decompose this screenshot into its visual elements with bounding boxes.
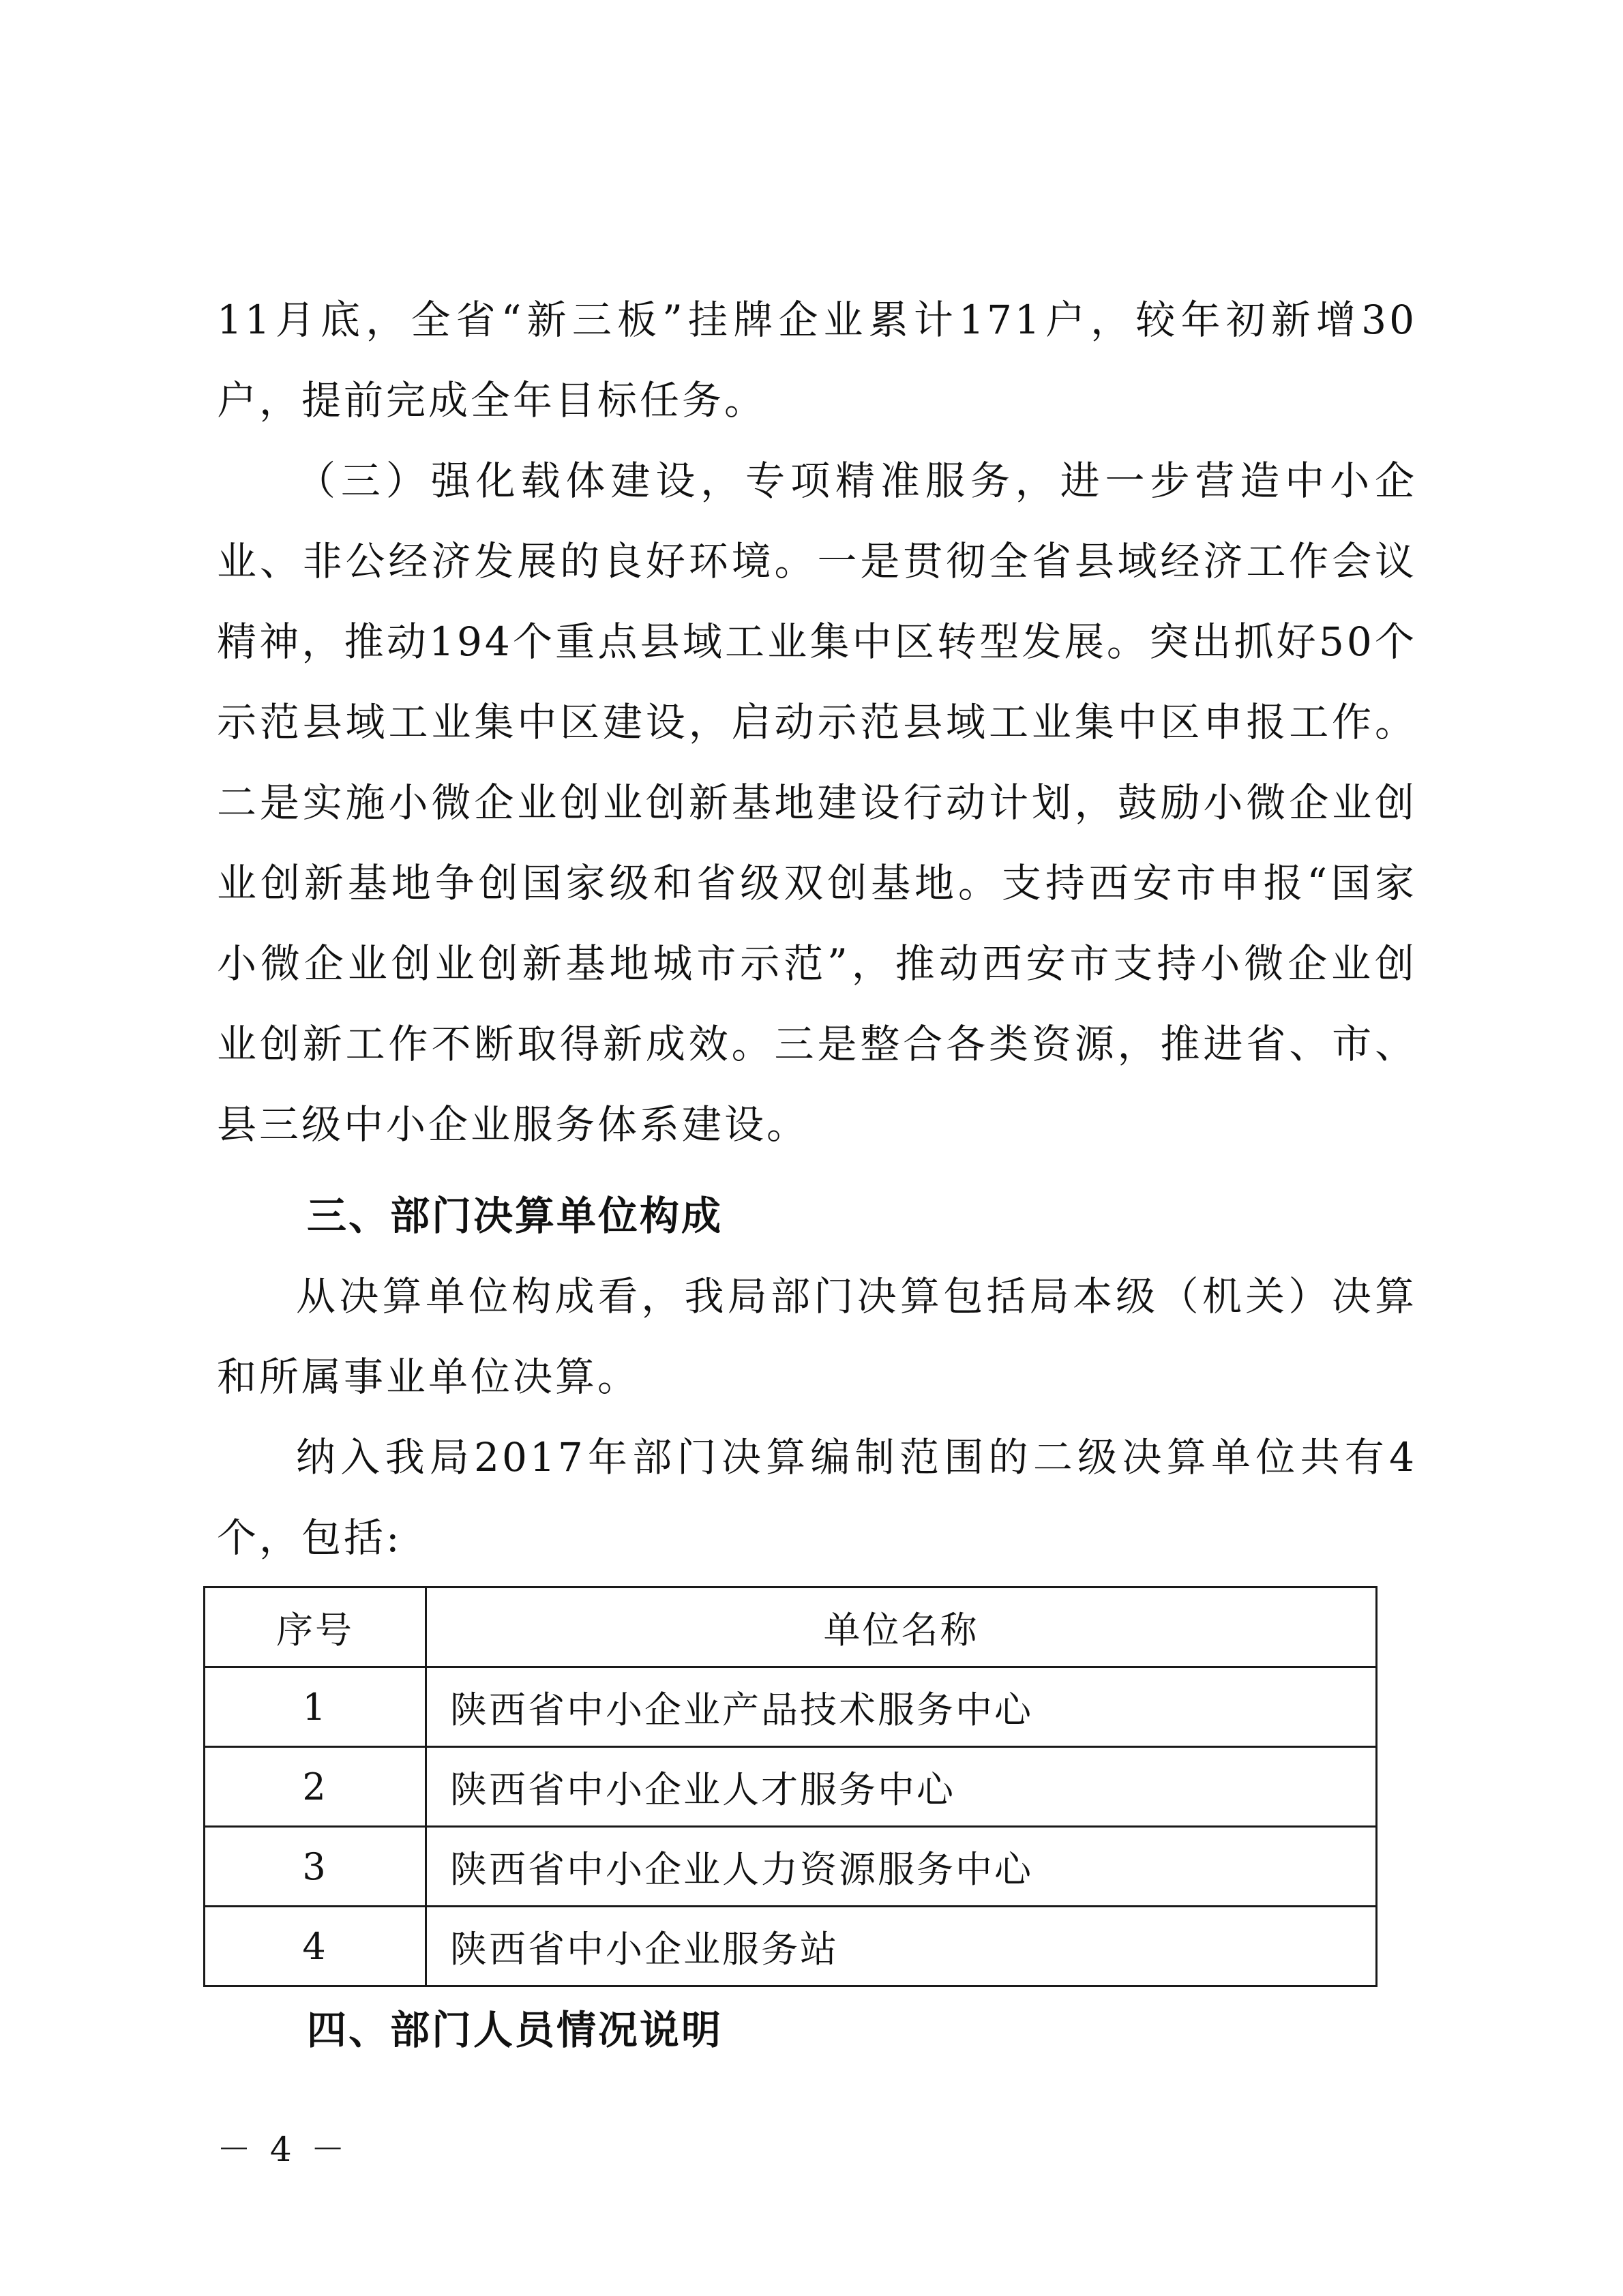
paragraph-text: 纳入我局2017年部门决算编制范围的二级决算单位共有4个，包括: (217, 1434, 1417, 1561)
table-row (205, 1907, 1377, 1986)
cell-unit-name: 陕西省中小企业服务站 (426, 1907, 1377, 1986)
paragraph-new-third-board (217, 280, 1417, 441)
paragraph-text: 从决算单位构成看，我局部门决算包括局本级（机关）决算和所属事业单位决算。 (217, 1273, 1417, 1400)
cell-unit-name: 陕西省中小企业产品技术服务中心 (426, 1667, 1377, 1747)
page-number: － 4 － (217, 2130, 349, 2169)
section-heading-personnel (217, 1990, 1417, 2070)
units-table (203, 1586, 1378, 1987)
cell-serial-number: 2 (205, 1747, 426, 1827)
paragraph-text: （三）强化载体建设，专项精准服务，进一步营造中小企业、非公经济发展的良好环境。一是贯彻全省县域经济工作会议精神，推动194个重点县域工业集中区转型发展。突出抓好50个示范县域工业集中区建设，启动示范县域工业集中区申报工作。二是实施小微企业创业创新基地建设行动计划，鼓励小微企业创业创新基地争创国家级和省级双创基地。支持西安市申报“国家小微企业创业创新基地城市示范”，推动西安市支持小微企业创业创新工作不断取得新成效。三是整合各类资源，推进省、市、县三级中小企业服务体系建设。 (217, 458, 1417, 1148)
section-heading-unit-composition (217, 1176, 1417, 1256)
table-row (205, 1827, 1377, 1907)
paragraph-carrier-construction (217, 441, 1417, 1165)
cell-serial-number: 4 (205, 1907, 426, 1986)
table-row (205, 1667, 1377, 1747)
table-row (205, 1747, 1377, 1827)
paragraph-secondary-units (217, 1417, 1417, 1578)
header-unit-name: 单位名称 (426, 1587, 1377, 1667)
header-serial-number: 序号 (205, 1587, 426, 1667)
cell-unit-name: 陕西省中小企业人力资源服务中心 (426, 1827, 1377, 1907)
paragraph-text: 11月底，全省“新三板”挂牌企业累计171户，较年初新增30户，提前完成全年目标任务。 (217, 297, 1417, 423)
cell-unit-name: 陕西省中小企业人才服务中心 (426, 1747, 1377, 1827)
paragraph-unit-composition (217, 1256, 1417, 1417)
table-header-row (205, 1587, 1377, 1667)
cell-serial-number: 1 (205, 1667, 426, 1747)
cell-serial-number: 3 (205, 1827, 426, 1907)
heading-text: 三、部门决算单位构成 (307, 1193, 724, 1239)
heading-text: 四、部门人员情况说明 (307, 2007, 724, 2053)
